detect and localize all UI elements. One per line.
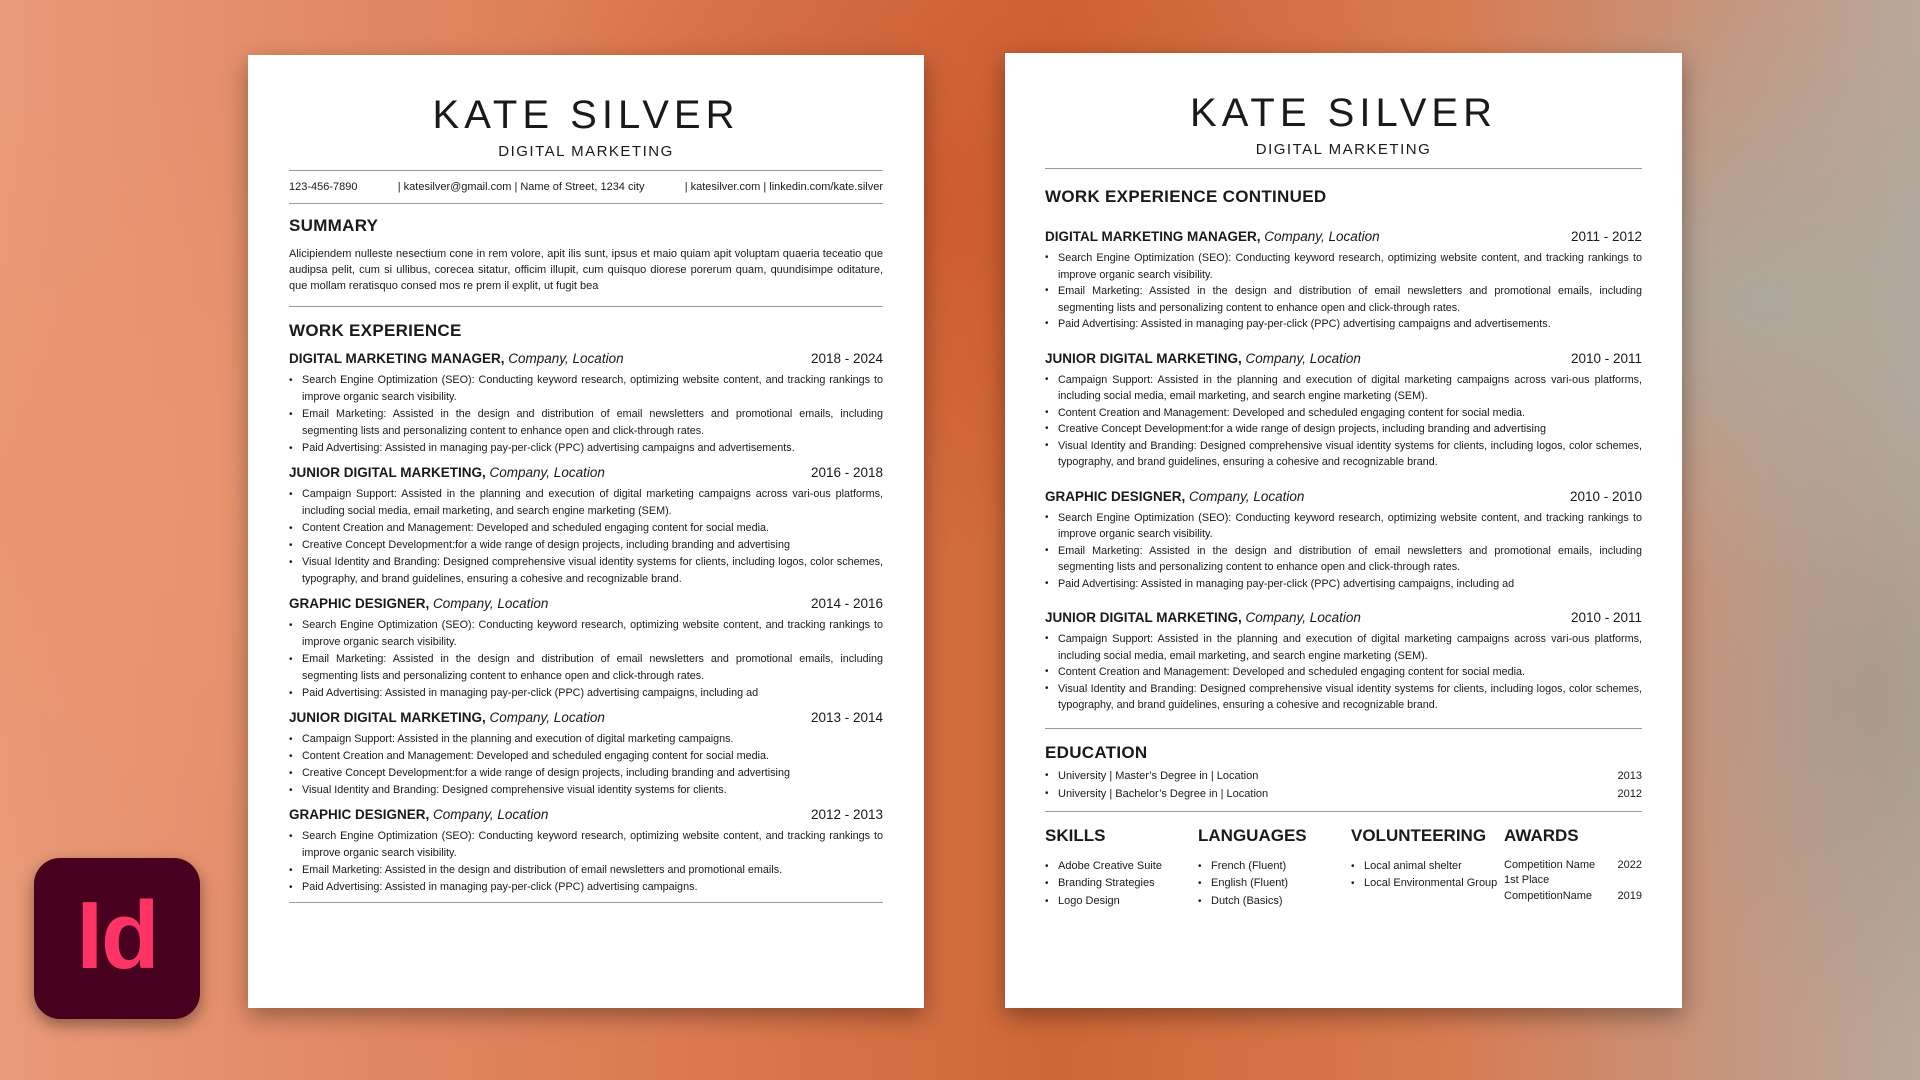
job-bullet: • Email Marketing: Assisted in the design and distribution of email newsletters and promotional emails, including segmenting lists and personalizing content to enhance open and click-through rates. xyxy=(289,651,883,685)
job-bullet: • Search Engine Optimization (SEO): Conducting keyword research, optimizing website content, and tracking rankings to improve organic search visibility. xyxy=(289,828,883,862)
job-bullet: • Campaign Support: Assisted in the planning and execution of digital marketing campaigns. xyxy=(289,731,883,748)
resume-page-2 xyxy=(1005,53,1682,1008)
job-company: Company, Location xyxy=(489,710,605,725)
job-bullet: • Email Marketing: Assisted in the design and distribution of email newsletters and promotional emails, including segmenting lists and personalizing content to enhance open and click-through rates. xyxy=(1045,543,1642,576)
resume-page-1 xyxy=(248,55,924,1008)
indesign-app-icon xyxy=(34,858,200,1019)
job-company: Company, Location xyxy=(433,596,549,611)
job-bullet: • Search Engine Optimization (SEO): Conducting keyword research, optimizing website content, and tracking rankings to improve organic search visibility. xyxy=(1045,250,1642,283)
job-bullet: • Campaign Support: Assisted in the planning and execution of digital marketing campaigns across vari-ous platforms, including social media, email marketing, and search engine marketing (SEM). xyxy=(289,486,883,520)
divider xyxy=(289,203,883,204)
job-bullet: • Campaign Support: Assisted in the planning and execution of digital marketing campaigns across vari-ous platforms, including social media, email marketing, and search engine marketing (SEM). xyxy=(1045,372,1642,405)
job-bullet: • Search Engine Optimization (SEO): Conducting keyword research, optimizing website content, and tracking rankings to improve organic search visibility. xyxy=(289,617,883,651)
award-year: 2019 xyxy=(1617,889,1642,902)
job-entry xyxy=(1045,351,1642,471)
job-bullet: • Search Engine Optimization (SEO): Conducting keyword research, optimizing website content, and tracking rankings to improve organic search visibility. xyxy=(289,372,883,406)
job-entry xyxy=(1045,489,1642,593)
job-company: Company, Location xyxy=(433,807,549,822)
contact-phone: 123-456-7890 xyxy=(289,181,358,193)
job-dates: 2010 - 2010 xyxy=(1569,488,1642,504)
job-title: JUNIOR DIGITAL MARKETING, xyxy=(289,710,486,725)
work-experience-title: WORK EXPERIENCE xyxy=(289,321,462,340)
divider xyxy=(1045,811,1642,812)
education-title: EDUCATION xyxy=(1045,742,1148,762)
divider xyxy=(1045,168,1642,169)
divider xyxy=(1045,728,1642,729)
job-dates: 2010 - 2011 xyxy=(1570,350,1642,366)
job-entry xyxy=(289,596,883,702)
extras-columns xyxy=(1045,826,1642,911)
job-entry xyxy=(289,807,883,896)
contact-line xyxy=(289,181,883,193)
job-bullet: • Paid Advertising: Assisted in managing pay-per-click (PPC) advertising campaigns and advertisements. xyxy=(289,440,883,457)
award-year: 2022 xyxy=(1617,858,1642,871)
contact-web: | katesilver.com | linkedin.com/kate.silver xyxy=(684,181,883,193)
education-year: 2012 xyxy=(1617,787,1642,800)
job-entry xyxy=(1045,610,1642,714)
award-name: CompetitionName xyxy=(1504,889,1593,902)
award-row xyxy=(1504,889,1642,905)
education-entry: • University | Master’s Degree in | Location xyxy=(1045,767,1258,785)
job-title: JUNIOR DIGITAL MARKETING, xyxy=(1045,610,1242,625)
divider xyxy=(289,170,883,171)
award-row xyxy=(1504,873,1642,889)
awards-title: AWARDS xyxy=(1504,825,1579,845)
job-bullet: • Paid Advertising: Assisted in managing pay-per-click (PPC) advertising campaigns. xyxy=(289,879,883,896)
skills-column xyxy=(1045,826,1193,911)
job-dates: 2011 - 2012 xyxy=(1570,229,1642,244)
job-bullet: • Visual Identity and Branding: Designed comprehensive visual identity systems for clients, including logos, color schemes, typography, and brand guidelines, ensuring a cohesive and recognizable brand. xyxy=(1045,438,1642,471)
award-name: Competition Name xyxy=(1504,858,1596,871)
education-entry: • University | Bachelor’s Degree in | Location xyxy=(1045,785,1268,803)
resume-role: DIGITAL MARKETING xyxy=(1255,141,1432,158)
job-entry xyxy=(289,351,883,457)
contact-email-address: | katesilver@gmail.com | Name of Street, 1234 city xyxy=(397,181,645,193)
education-year: 2013 xyxy=(1617,769,1642,782)
job-bullet: • Content Creation and Management: Developed and scheduled engaging content for social media. xyxy=(289,520,883,537)
award-row xyxy=(1504,858,1642,874)
job-bullet: • Creative Concept Development:for a wide range of design projects, including branding and advertising xyxy=(289,765,883,782)
job-bullet: • Visual Identity and Branding: Designed comprehensive visual identity systems for clients, including logos, color schemes, typography, and brand guidelines, ensuring a cohesive and recognizable brand. xyxy=(1045,681,1642,714)
job-dates: 2014 - 2016 xyxy=(810,596,883,611)
job-bullet: • Paid Advertising: Assisted in managing pay-per-click (PPC) advertising campaigns, including ad xyxy=(1045,576,1642,593)
job-bullet: • Content Creation and Management: Developed and scheduled engaging content for social media. xyxy=(1045,664,1642,681)
job-dates: 2012 - 2013 xyxy=(810,807,883,822)
skill-item: • Logo Design xyxy=(1045,893,1193,911)
job-title: JUNIOR DIGITAL MARKETING, xyxy=(1045,350,1242,366)
job-bullet: • Email Marketing: Assisted in the design and distribution of email newsletters and promotional emails. xyxy=(289,862,883,879)
summary-text: Alicipiendem nulleste nesectium cone in rem volore, apit ilis sunt, ipsus et maio quiam apit voluptam quaeria teceatio que audipsa pelit, cum si ullibus, corecea sitatur, officim illupit, cum quisquo diorese porerum quam, quundisimpe oditature, que mollam reratisquo consed mos re prem il explit, ut fugit bea xyxy=(289,248,883,292)
job-title: JUNIOR DIGITAL MARKETING, xyxy=(289,465,486,480)
job-bullet: • Creative Concept Development:for a wide range of design projects, including branding and advertising xyxy=(289,537,883,554)
job-entry xyxy=(289,710,883,799)
job-dates: 2010 - 2011 xyxy=(1570,610,1642,625)
work-experience-continued-title: WORK EXPERIENCE CONTINUED xyxy=(1045,187,1327,206)
resume-role: DIGITAL MARKETING xyxy=(498,143,674,160)
job-company: Company, Location xyxy=(1245,610,1361,625)
job-company: Company, Location xyxy=(489,465,605,480)
divider xyxy=(289,306,883,307)
education-row xyxy=(1045,785,1642,803)
indesign-icon-label: Id xyxy=(76,881,158,989)
languages-title: LANGUAGES xyxy=(1198,825,1307,845)
resume-name: KATE SILVER xyxy=(432,93,740,137)
job-dates: 2016 - 2018 xyxy=(810,465,883,480)
job-company: Company, Location xyxy=(1189,488,1305,504)
job-bullet: • Email Marketing: Assisted in the design and distribution of email newsletters and promotional emails, including segmenting lists and personalizing content to enhance open and click-through rates. xyxy=(1045,283,1642,316)
job-dates: 2013 - 2014 xyxy=(810,710,883,725)
education-row xyxy=(1045,767,1642,785)
job-bullet: • Visual Identity and Branding: Designed comprehensive visual identity systems for clients. xyxy=(289,782,883,799)
skill-item: • Branding Strategies xyxy=(1045,875,1193,893)
job-bullet: • Visual Identity and Branding: Designed comprehensive visual identity systems for clients, including logos, color schemes, typography, and brand guidelines, ensuring a cohesive and recognizable brand. xyxy=(289,554,883,588)
language-item: • French (Fluent) xyxy=(1198,858,1346,876)
language-item: • Dutch (Basics) xyxy=(1198,893,1346,911)
divider xyxy=(289,902,883,903)
summary-title: SUMMARY xyxy=(289,216,379,235)
job-title: DIGITAL MARKETING MANAGER, xyxy=(1045,229,1261,244)
job-entry xyxy=(1045,229,1642,333)
job-company: Company, Location xyxy=(508,351,624,366)
job-bullet: • Content Creation and Management: Developed and scheduled engaging content for social media. xyxy=(1045,405,1642,422)
resume-name: KATE SILVER xyxy=(1190,91,1497,135)
job-bullet: • Campaign Support: Assisted in the planning and execution of digital marketing campaigns across vari-ous platforms, including social media, email marketing, and search engine marketing (SEM). xyxy=(1045,631,1642,664)
awards-column xyxy=(1504,826,1642,911)
job-bullet: • Search Engine Optimization (SEO): Conducting keyword research, optimizing website content, and tracking rankings to improve organic search visibility. xyxy=(1045,510,1642,543)
language-item: • English (Fluent) xyxy=(1198,875,1346,893)
volunteering-column xyxy=(1351,826,1499,911)
job-dates: 2018 - 2024 xyxy=(810,351,883,366)
job-bullet: • Paid Advertising: Assisted in managing pay-per-click (PPC) advertising campaigns and advertisements. xyxy=(1045,316,1642,333)
skills-title: SKILLS xyxy=(1045,825,1106,845)
job-company: Company, Location xyxy=(1264,229,1380,244)
job-title: GRAPHIC DESIGNER, xyxy=(289,596,430,611)
languages-column xyxy=(1198,826,1346,911)
job-title: GRAPHIC DESIGNER, xyxy=(1045,488,1186,504)
job-bullet: • Email Marketing: Assisted in the design and distribution of email newsletters and promotional emails, including segmenting lists and personalizing content to enhance open and click-through rates. xyxy=(289,406,883,440)
job-company: Company, Location xyxy=(1245,350,1361,366)
job-entry xyxy=(289,465,883,588)
award-name: 1st Place xyxy=(1504,874,1550,886)
skill-item: • Adobe Creative Suite xyxy=(1045,858,1193,876)
job-bullet: • Paid Advertising: Assisted in managing pay-per-click (PPC) advertising campaigns, including ad xyxy=(289,685,883,702)
job-title: DIGITAL MARKETING MANAGER, xyxy=(289,351,505,366)
volunteering-item: • Local Environmental Group xyxy=(1351,875,1499,893)
volunteering-title: VOLUNTEERING xyxy=(1351,825,1487,845)
volunteering-item: • Local animal shelter xyxy=(1351,858,1499,876)
job-bullet: • Creative Concept Development:for a wide range of design projects, including branding and advertising xyxy=(1045,421,1642,438)
job-bullet: • Content Creation and Management: Developed and scheduled engaging content for social media. xyxy=(289,748,883,765)
job-title: GRAPHIC DESIGNER, xyxy=(289,807,430,822)
